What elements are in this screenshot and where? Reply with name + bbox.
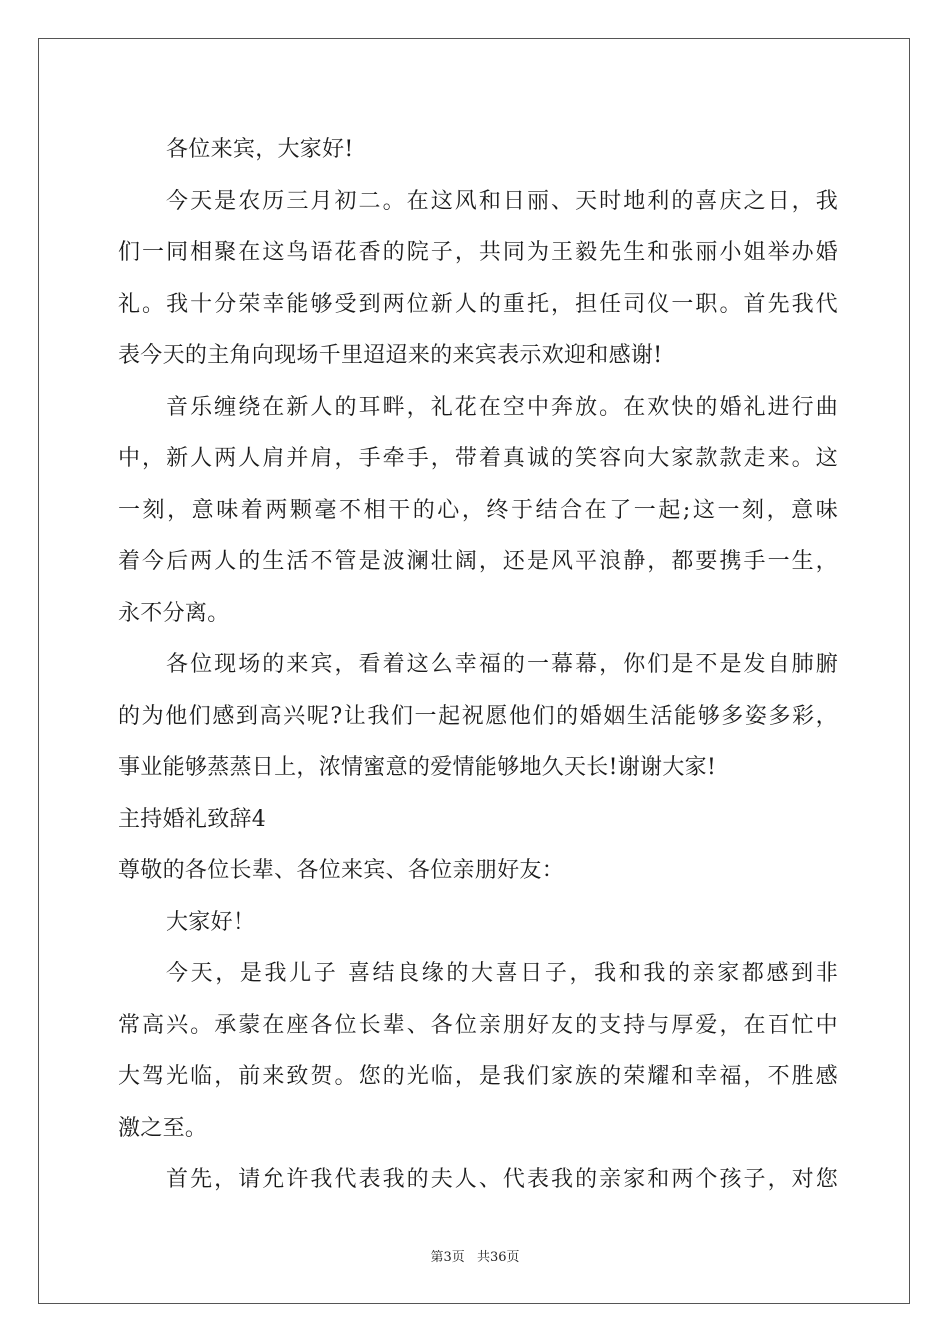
text-line: 尊敬的各位长辈、各位来宾、各位亲朋好友： bbox=[118, 858, 565, 883]
text-line: 事业能够蒸蒸日上，浓情蜜意的爱情能够地久天长!谢谢大家! bbox=[118, 755, 717, 780]
text-line: 常高兴。承蒙在座各位长辈、各位亲朋好友的支持与厚爱，在百忙中 bbox=[118, 1012, 838, 1038]
text-line: 激之至。 bbox=[118, 1115, 208, 1141]
text-line: 一刻，意味着两颗毫不相干的心，终于结合在了一起;这一刻，意味 bbox=[118, 497, 838, 523]
text-line: 主持婚礼致辞4 bbox=[118, 806, 267, 832]
text-line: 的为他们感到高兴呢?让我们一起祝愿他们的婚姻生活能够多姿多彩， bbox=[118, 703, 838, 729]
text-line: 礼。我十分荣幸能够受到两位新人的重托，担任司仪一职。首先我代 bbox=[118, 291, 838, 317]
text-line: 们一同相聚在这鸟语花香的院子，共同为王毅先生和张丽小姐举办婚 bbox=[118, 240, 838, 265]
text-line: 大家好！ bbox=[166, 909, 256, 935]
text-line: 永不分离。 bbox=[118, 600, 230, 626]
text-line: 大驾光临，前来致贺。您的光临，是我们家族的荣耀和幸福，不胜感 bbox=[118, 1064, 838, 1089]
text-line: 着今后两人的生活不管是波澜壮阔，还是风平浪静，都要携手一生， bbox=[118, 549, 838, 574]
page-number: 第3页 bbox=[430, 1250, 465, 1265]
document-body bbox=[118, 124, 838, 1206]
text-line: 今天，是我儿子 喜结良缘的大喜日子，我和我的亲家都感到非 bbox=[166, 961, 838, 986]
text-line: 表今天的主角向现场千里迢迢来的来宾表示欢迎和感谢! bbox=[118, 343, 663, 368]
text-line: 中，新人两人肩并肩，手牵手，带着真诚的笑容向大家款款走来。这 bbox=[118, 446, 838, 471]
text-line: 今天是农历三月初二。在这风和日丽、天时地利的喜庆之日，我 bbox=[166, 188, 838, 214]
text-line: 各位现场的来宾，看着这么幸福的一幕幕，你们是不是发自肺腑 bbox=[166, 652, 838, 677]
page-total: 共36页 bbox=[476, 1250, 520, 1265]
text-line: 各位来宾，大家好! bbox=[166, 137, 354, 162]
page-footer bbox=[0, 1246, 950, 1265]
text-line: 首先，请允许我代表我的夫人、代表我的亲家和两个孩子，对您 bbox=[166, 1167, 838, 1192]
text-line: 音乐缠绕在新人的耳畔，礼花在空中奔放。在欢快的婚礼进行曲 bbox=[166, 394, 838, 420]
